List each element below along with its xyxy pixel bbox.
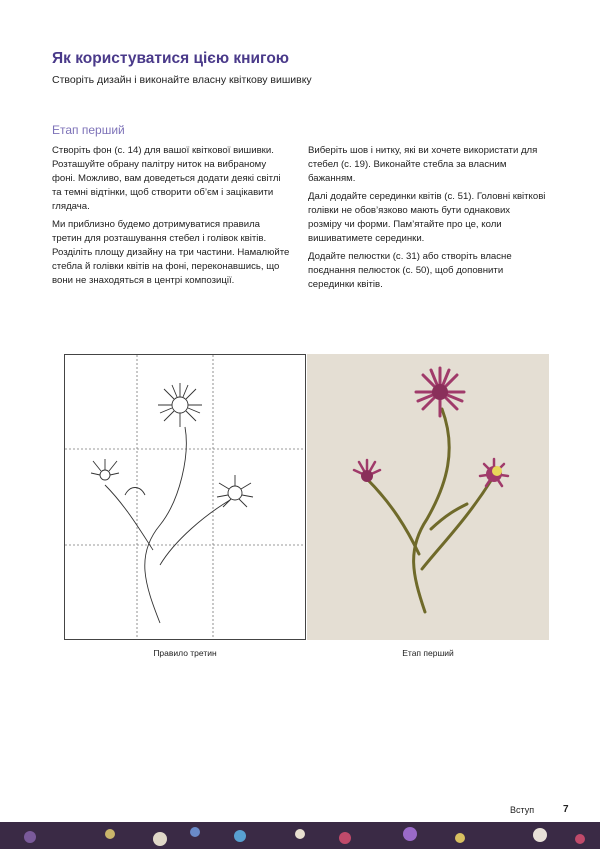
decorative-flowers bbox=[24, 827, 585, 846]
line-drawing bbox=[65, 355, 305, 639]
footer-section-label: Вступ bbox=[510, 805, 535, 815]
embroidery-illustration bbox=[307, 354, 549, 640]
page-number: 7 bbox=[563, 804, 569, 815]
rule-of-thirds-diagram bbox=[64, 354, 306, 640]
flower-head bbox=[91, 459, 119, 480]
figure-caption: Етап перший bbox=[402, 648, 454, 658]
paragraph: Далі додайте серединки квітів (с. 51). Головні квіткові голівки не обов’язково мають бути однакових розміру чи форми. Пам’ятайте про це, коли вишиватимете серединки. bbox=[308, 191, 546, 244]
stem bbox=[145, 427, 187, 623]
left-text-column bbox=[52, 144, 290, 292]
page-title: Як користуватися цією книгою bbox=[52, 50, 290, 67]
flower-head bbox=[217, 475, 253, 507]
page-subtitle: Створіть дизайн і виконайте власну квіткову вишивку bbox=[52, 74, 312, 86]
paragraph: Ми приблизно будемо дотримуватися правила третин для розташування стебел і голівок квітів. Розділіть площу дизайну на три частини. Намалюйте стебла й голівки квітів на фоні, переконавшись, що вони не знаходяться в центрі композиції. bbox=[52, 219, 290, 286]
paragraph: Виберіть шов і нитку, які ви хочете використати для стебел (с. 19). Виконайте стебла за власним бажанням. bbox=[308, 145, 538, 184]
figure-caption: Правило третин bbox=[153, 648, 217, 658]
decorative-embroidery-strip bbox=[0, 822, 600, 849]
right-text-column bbox=[308, 144, 546, 296]
paragraph: Створіть фон (с. 14) для вашої квіткової вишивки. Розташуйте обрану палітру ниток на вибраному фоні. Можливо, вам доведеться додати деякі світлі та темні відтінки, щоб створити об’єм і зацікавити глядача. bbox=[52, 145, 281, 212]
paragraph: Додайте пелюстки (с. 31) або створіть власне поєднання пелюсток (с. 50), щоб доповнити серединки квітів. bbox=[308, 251, 512, 290]
flower-head bbox=[158, 383, 202, 427]
section-heading: Етап перший bbox=[52, 123, 125, 137]
stem bbox=[160, 500, 230, 565]
embroidery-photo bbox=[307, 354, 549, 640]
flower-large bbox=[416, 368, 464, 416]
stem bbox=[105, 485, 153, 550]
